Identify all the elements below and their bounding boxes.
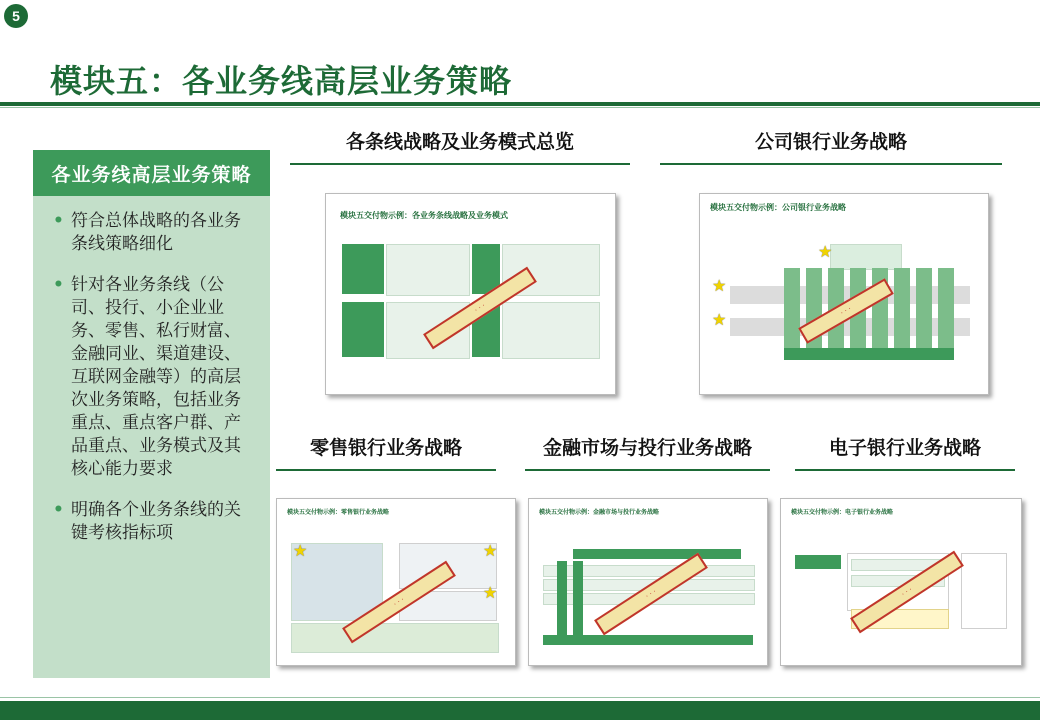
thumbnail-ebank[interactable] bbox=[780, 498, 1022, 666]
draft-stamp: · · · bbox=[594, 553, 708, 636]
section-title-corporate: 公司银行业务战略 bbox=[754, 131, 907, 153]
draft-stamp: · · · bbox=[423, 267, 537, 350]
thumb-block bbox=[291, 623, 499, 653]
thumb-block bbox=[342, 244, 384, 294]
thumbnail-header: 模块五交付物示例：金融市场与投行业务战略 bbox=[539, 509, 660, 516]
section-rule bbox=[525, 469, 770, 471]
star-icon: ★ bbox=[712, 276, 727, 295]
draft-stamp: · · · bbox=[850, 551, 964, 634]
title-divider bbox=[0, 102, 1040, 106]
star-icon: ★ bbox=[818, 242, 833, 261]
thumb-pillar bbox=[557, 561, 567, 635]
thumb-block bbox=[961, 553, 1007, 629]
thumb-arrow bbox=[573, 549, 741, 559]
thumbnail-header: 模块五交付物示例：公司银行业务战略 bbox=[710, 203, 846, 212]
section-rule bbox=[795, 469, 1015, 471]
thumb-column bbox=[916, 268, 932, 348]
thumb-block bbox=[502, 302, 600, 359]
star-icon: ★ bbox=[483, 583, 498, 602]
sidebar-bullet-list bbox=[33, 196, 270, 545]
sidebar-heading: 各业务线高层业务策略 bbox=[33, 150, 270, 196]
thumb-base bbox=[543, 635, 753, 645]
title-divider-thin bbox=[0, 107, 1040, 108]
footer-bar bbox=[0, 701, 1040, 720]
star-icon: ★ bbox=[293, 541, 308, 560]
thumbnail-markets[interactable] bbox=[528, 498, 768, 666]
page-title: 模块五：各业务线高层业务策略 bbox=[50, 62, 513, 100]
thumbnail-header: 模块五交付物示例：零售银行业务战略 bbox=[287, 509, 390, 516]
draft-stamp: · · · bbox=[798, 278, 894, 344]
section-title-retail: 零售银行业务战略 bbox=[309, 437, 462, 459]
thumbnail-header: 模块五交付物示例：各业务条线战略及业务模式 bbox=[340, 211, 508, 220]
section-title-markets: 金融市场与投行业务战略 bbox=[542, 437, 752, 459]
page-number-badge bbox=[4, 4, 28, 28]
section-rule bbox=[276, 469, 496, 471]
draft-stamp: · · · bbox=[342, 561, 456, 644]
thumb-column bbox=[784, 268, 800, 348]
thumb-block bbox=[795, 555, 841, 569]
section-title-overview: 各条线战略及业务模式总览 bbox=[345, 131, 574, 153]
thumb-block bbox=[342, 302, 384, 357]
section-title-ebank: 电子银行业务战略 bbox=[828, 437, 981, 459]
sidebar-bullet: • 明确各个业务条线的关键考核指标项 bbox=[53, 499, 256, 545]
thumb-column bbox=[938, 268, 954, 348]
section-rule bbox=[290, 163, 630, 165]
section-rule bbox=[660, 163, 1002, 165]
sidebar-bullet: • 符合总体战略的各业务条线策略细化 bbox=[53, 210, 256, 256]
thumbnail-overview[interactable] bbox=[325, 193, 616, 395]
page-number: 5 bbox=[12, 8, 20, 24]
sidebar-panel bbox=[33, 150, 270, 678]
thumbnail-header: 模块五交付物示例：电子银行业务战略 bbox=[791, 509, 894, 516]
sidebar-bullet: • 针对各业务条线（公司、投行、小企业业务、零售、私行财富、金融同业、渠道建设、互联网金融等）的高层次业务策略，包括业务重点、重点客户群、产品重点、业务模式及其核心能力要求 bbox=[53, 274, 256, 481]
thumb-base bbox=[784, 348, 954, 360]
footer-divider bbox=[0, 697, 1040, 698]
star-icon: ★ bbox=[483, 541, 498, 560]
thumb-roof bbox=[830, 244, 902, 270]
star-icon: ★ bbox=[712, 310, 727, 329]
thumb-column bbox=[894, 268, 910, 348]
thumbnail-retail[interactable] bbox=[276, 498, 516, 666]
thumb-block bbox=[386, 244, 470, 296]
thumb-pillar bbox=[573, 561, 583, 635]
thumbnail-corporate[interactable] bbox=[699, 193, 989, 395]
